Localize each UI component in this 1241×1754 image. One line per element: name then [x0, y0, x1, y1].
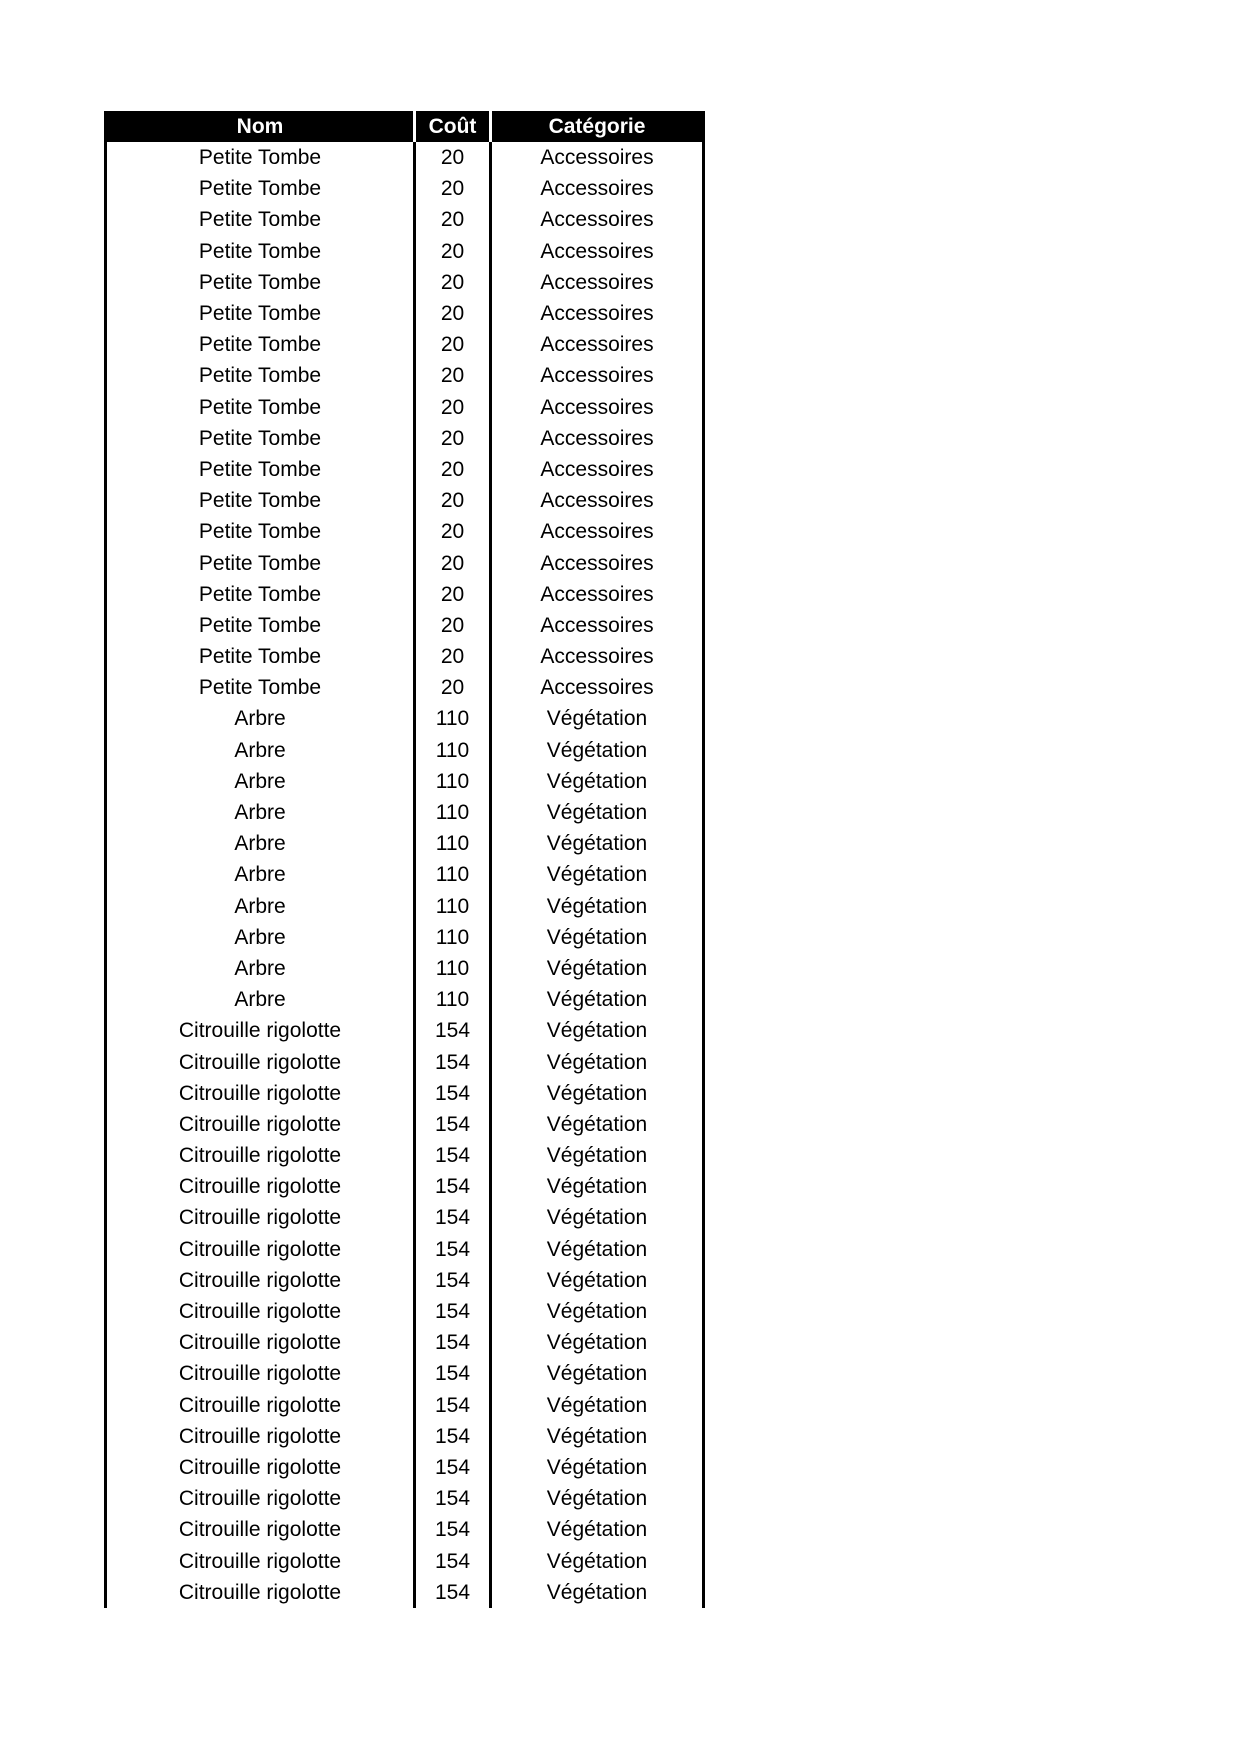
- cell-cout: 110: [415, 953, 491, 984]
- cell-categorie: Végétation: [491, 953, 704, 984]
- cell-cout: 154: [415, 1078, 491, 1109]
- cell-categorie: Végétation: [491, 1171, 704, 1202]
- table-row: [106, 1390, 704, 1421]
- cell-categorie: Végétation: [491, 1234, 704, 1265]
- cell-categorie: Végétation: [491, 1452, 704, 1483]
- table-row: [106, 454, 704, 485]
- cell-cout: 154: [415, 1545, 491, 1576]
- table-row: [106, 173, 704, 204]
- cell-nom: Petite Tombe: [106, 360, 415, 391]
- table-row: [106, 1265, 704, 1296]
- table-row: [106, 828, 704, 859]
- cell-nom: Petite Tombe: [106, 267, 415, 298]
- cell-nom: Arbre: [106, 859, 415, 890]
- cell-categorie: Accessoires: [491, 236, 704, 267]
- cell-cout: 20: [415, 204, 491, 235]
- cell-cout: 110: [415, 984, 491, 1015]
- cell-categorie: Végétation: [491, 1483, 704, 1514]
- cell-nom: Petite Tombe: [106, 579, 415, 610]
- cell-categorie: Accessoires: [491, 579, 704, 610]
- cell-categorie: Végétation: [491, 1577, 704, 1608]
- cell-categorie: Accessoires: [491, 142, 704, 173]
- cell-categorie: Végétation: [491, 1202, 704, 1233]
- cell-categorie: Végétation: [491, 1514, 704, 1545]
- cell-categorie: Végétation: [491, 891, 704, 922]
- cell-categorie: Végétation: [491, 859, 704, 890]
- table-row: [106, 672, 704, 703]
- cell-cout: 20: [415, 672, 491, 703]
- cell-cout: 20: [415, 454, 491, 485]
- cell-cout: 154: [415, 1265, 491, 1296]
- cell-nom: Arbre: [106, 922, 415, 953]
- cell-nom: Citrouille rigolotte: [106, 1234, 415, 1265]
- header-cout: Coût: [415, 111, 491, 142]
- cell-cout: 154: [415, 1202, 491, 1233]
- cell-cout: 20: [415, 329, 491, 360]
- cell-cout: 154: [415, 1140, 491, 1171]
- cell-cout: 110: [415, 859, 491, 890]
- table-row: [106, 703, 704, 734]
- cell-categorie: Accessoires: [491, 641, 704, 672]
- cell-cout: 20: [415, 392, 491, 423]
- cell-nom: Citrouille rigolotte: [106, 1545, 415, 1576]
- table-row: [106, 298, 704, 329]
- cell-nom: Citrouille rigolotte: [106, 1109, 415, 1140]
- table-row: [106, 516, 704, 547]
- cell-categorie: Végétation: [491, 1358, 704, 1389]
- cell-categorie: Accessoires: [491, 329, 704, 360]
- cell-categorie: Végétation: [491, 703, 704, 734]
- table-row: [106, 1358, 704, 1389]
- cell-nom: Petite Tombe: [106, 204, 415, 235]
- cell-nom: Citrouille rigolotte: [106, 1140, 415, 1171]
- cell-categorie: Végétation: [491, 1296, 704, 1327]
- cell-nom: Arbre: [106, 797, 415, 828]
- cell-cout: 20: [415, 236, 491, 267]
- cell-categorie: Accessoires: [491, 298, 704, 329]
- cell-categorie: Accessoires: [491, 204, 704, 235]
- cell-nom: Citrouille rigolotte: [106, 1296, 415, 1327]
- cell-cout: 20: [415, 516, 491, 547]
- cell-nom: Citrouille rigolotte: [106, 1358, 415, 1389]
- cell-cout: 110: [415, 766, 491, 797]
- table-row: [106, 236, 704, 267]
- table-row: [106, 859, 704, 890]
- cell-nom: Citrouille rigolotte: [106, 1514, 415, 1545]
- cell-categorie: Végétation: [491, 735, 704, 766]
- table-row: [106, 1452, 704, 1483]
- cell-categorie: Accessoires: [491, 392, 704, 423]
- cell-categorie: Accessoires: [491, 454, 704, 485]
- table-row: [106, 797, 704, 828]
- cell-categorie: Végétation: [491, 1327, 704, 1358]
- cell-nom: Petite Tombe: [106, 516, 415, 547]
- table-row: [106, 423, 704, 454]
- cell-nom: Citrouille rigolotte: [106, 1171, 415, 1202]
- cell-cout: 110: [415, 735, 491, 766]
- cell-categorie: Accessoires: [491, 360, 704, 391]
- cell-cout: 154: [415, 1358, 491, 1389]
- cell-nom: Citrouille rigolotte: [106, 1202, 415, 1233]
- table-row: [106, 1483, 704, 1514]
- table-row: [106, 579, 704, 610]
- cell-nom: Citrouille rigolotte: [106, 1483, 415, 1514]
- cell-nom: Arbre: [106, 891, 415, 922]
- table-row: [106, 1327, 704, 1358]
- cell-cout: 154: [415, 1514, 491, 1545]
- cell-nom: Citrouille rigolotte: [106, 1327, 415, 1358]
- cell-cout: 154: [415, 1390, 491, 1421]
- cell-nom: Citrouille rigolotte: [106, 1577, 415, 1608]
- cell-categorie: Accessoires: [491, 610, 704, 641]
- table-row: [106, 1421, 704, 1452]
- cell-cout: 20: [415, 579, 491, 610]
- table-row: [106, 1514, 704, 1545]
- cell-nom: Citrouille rigolotte: [106, 1265, 415, 1296]
- cell-cout: 20: [415, 423, 491, 454]
- cell-nom: Petite Tombe: [106, 142, 415, 173]
- cell-cout: 110: [415, 922, 491, 953]
- cell-cout: 20: [415, 142, 491, 173]
- table-row: [106, 1046, 704, 1077]
- cell-categorie: Végétation: [491, 828, 704, 859]
- header-categorie: Catégorie: [491, 111, 704, 142]
- table-row: [106, 1171, 704, 1202]
- cell-cout: 20: [415, 610, 491, 641]
- table-row: [106, 1015, 704, 1046]
- cell-categorie: Accessoires: [491, 267, 704, 298]
- cell-nom: Petite Tombe: [106, 610, 415, 641]
- table-row: [106, 641, 704, 672]
- cell-categorie: Végétation: [491, 1545, 704, 1576]
- table-row: [106, 766, 704, 797]
- table-row: [106, 735, 704, 766]
- cell-nom: Petite Tombe: [106, 298, 415, 329]
- cell-nom: Citrouille rigolotte: [106, 1015, 415, 1046]
- cell-cout: 110: [415, 828, 491, 859]
- table-row: [106, 1545, 704, 1576]
- table-row: [106, 984, 704, 1015]
- cell-cout: 20: [415, 173, 491, 204]
- cell-categorie: Accessoires: [491, 485, 704, 516]
- table-row: [106, 1109, 704, 1140]
- table-row: [106, 953, 704, 984]
- cell-cout: 154: [415, 1327, 491, 1358]
- data-table: [104, 111, 705, 1608]
- table-row: [106, 360, 704, 391]
- table-row: [106, 267, 704, 298]
- table-row: [106, 142, 704, 173]
- cell-nom: Citrouille rigolotte: [106, 1452, 415, 1483]
- table-row: [106, 1078, 704, 1109]
- cell-categorie: Accessoires: [491, 672, 704, 703]
- cell-nom: Petite Tombe: [106, 392, 415, 423]
- table-row: [106, 1140, 704, 1171]
- cell-cout: 154: [415, 1421, 491, 1452]
- cell-cout: 154: [415, 1046, 491, 1077]
- cell-cout: 20: [415, 360, 491, 391]
- cell-nom: Petite Tombe: [106, 329, 415, 360]
- cell-cout: 154: [415, 1296, 491, 1327]
- table-row: [106, 1577, 704, 1608]
- cell-cout: 154: [415, 1452, 491, 1483]
- cell-categorie: Végétation: [491, 1109, 704, 1140]
- table-row: [106, 329, 704, 360]
- cell-nom: Citrouille rigolotte: [106, 1421, 415, 1452]
- table-row: [106, 1234, 704, 1265]
- cell-nom: Petite Tombe: [106, 423, 415, 454]
- cell-categorie: Végétation: [491, 766, 704, 797]
- cell-categorie: Accessoires: [491, 516, 704, 547]
- table-row: [106, 1296, 704, 1327]
- cell-nom: Arbre: [106, 766, 415, 797]
- cell-nom: Petite Tombe: [106, 236, 415, 267]
- cell-categorie: Végétation: [491, 1046, 704, 1077]
- cell-cout: 20: [415, 485, 491, 516]
- cell-cout: 154: [415, 1577, 491, 1608]
- cell-categorie: Végétation: [491, 1390, 704, 1421]
- table-row: [106, 1202, 704, 1233]
- cell-nom: Arbre: [106, 984, 415, 1015]
- table-row: [106, 891, 704, 922]
- cell-cout: 20: [415, 641, 491, 672]
- cell-nom: Petite Tombe: [106, 173, 415, 204]
- table-row: [106, 547, 704, 578]
- cell-categorie: Végétation: [491, 797, 704, 828]
- cell-cout: 154: [415, 1109, 491, 1140]
- cell-nom: Arbre: [106, 735, 415, 766]
- cell-cout: 110: [415, 891, 491, 922]
- table-row: [106, 922, 704, 953]
- cell-cout: 154: [415, 1171, 491, 1202]
- cell-nom: Arbre: [106, 953, 415, 984]
- cell-categorie: Végétation: [491, 1078, 704, 1109]
- cell-categorie: Accessoires: [491, 423, 704, 454]
- cell-cout: 154: [415, 1234, 491, 1265]
- cell-cout: 20: [415, 547, 491, 578]
- cell-nom: Petite Tombe: [106, 454, 415, 485]
- cell-cout: 154: [415, 1483, 491, 1514]
- table-row: [106, 610, 704, 641]
- cell-cout: 20: [415, 298, 491, 329]
- table-row: [106, 485, 704, 516]
- cell-categorie: Accessoires: [491, 547, 704, 578]
- cell-nom: Petite Tombe: [106, 547, 415, 578]
- cell-cout: 20: [415, 267, 491, 298]
- cell-nom: Citrouille rigolotte: [106, 1046, 415, 1077]
- cell-nom: Arbre: [106, 703, 415, 734]
- cell-cout: 110: [415, 797, 491, 828]
- cell-categorie: Végétation: [491, 922, 704, 953]
- cell-categorie: Végétation: [491, 1265, 704, 1296]
- table-row: [106, 204, 704, 235]
- cell-nom: Petite Tombe: [106, 672, 415, 703]
- header-nom: Nom: [106, 111, 415, 142]
- cell-categorie: Accessoires: [491, 173, 704, 204]
- cell-nom: Petite Tombe: [106, 485, 415, 516]
- cell-cout: 154: [415, 1015, 491, 1046]
- cell-categorie: Végétation: [491, 1421, 704, 1452]
- cell-nom: Citrouille rigolotte: [106, 1078, 415, 1109]
- cell-nom: Petite Tombe: [106, 641, 415, 672]
- table-row: [106, 392, 704, 423]
- cell-categorie: Végétation: [491, 984, 704, 1015]
- table-body: [106, 142, 704, 1608]
- header-row: [106, 111, 704, 142]
- cell-nom: Citrouille rigolotte: [106, 1390, 415, 1421]
- cell-cout: 110: [415, 703, 491, 734]
- cell-nom: Arbre: [106, 828, 415, 859]
- cell-categorie: Végétation: [491, 1015, 704, 1046]
- cell-categorie: Végétation: [491, 1140, 704, 1171]
